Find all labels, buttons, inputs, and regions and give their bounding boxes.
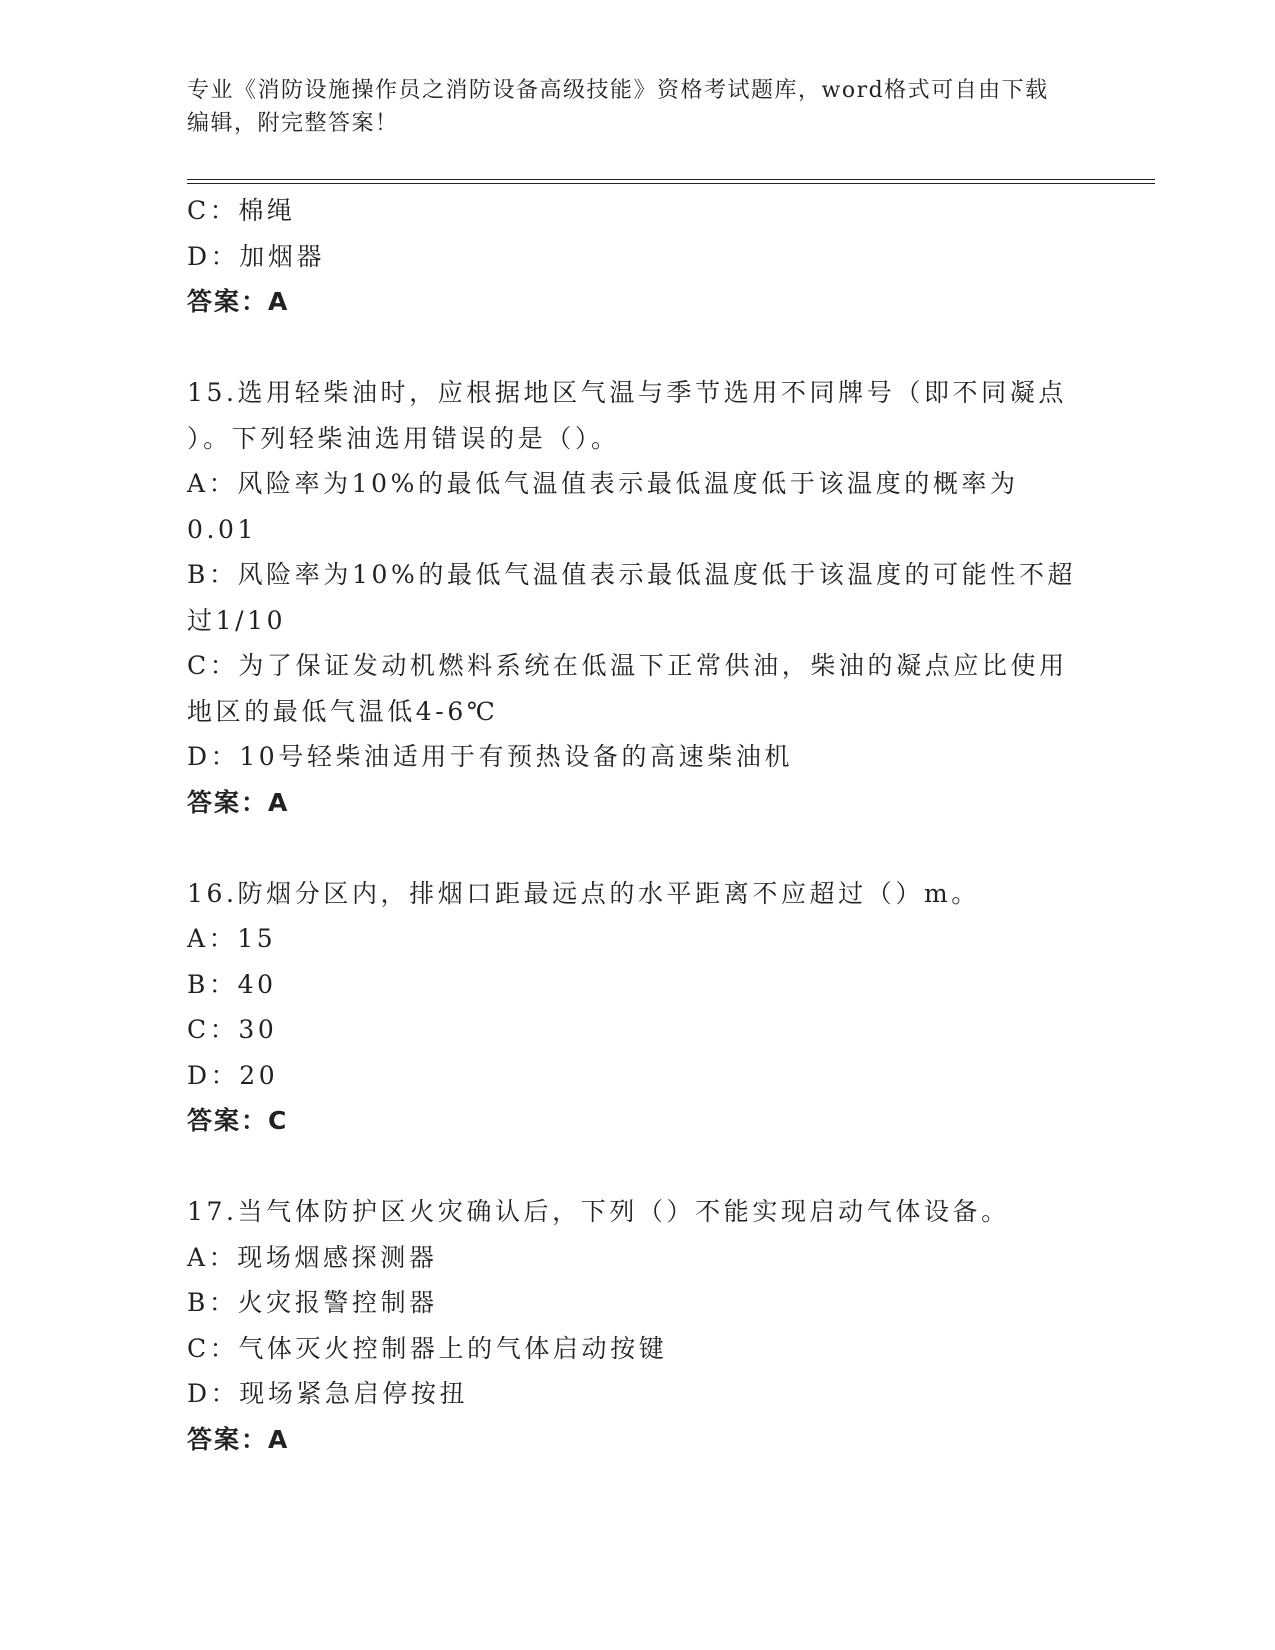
spacer bbox=[187, 325, 1077, 371]
answer: 答案：C bbox=[187, 1106, 289, 1135]
option-c-continued: 地区的最低气温低4-6℃ bbox=[187, 696, 499, 726]
option-d: D：20 bbox=[187, 1060, 279, 1090]
option-b: B：40 bbox=[187, 969, 277, 999]
question-stem: ）。下列轻柴油选用错误的是（）。 bbox=[187, 423, 620, 453]
option-a: A：风险率为10%的最低气温值表示最低温度低于该温度的概率为0.01 bbox=[187, 469, 1019, 544]
option-d: D：加烟器 bbox=[187, 241, 326, 271]
header-rule-bottom bbox=[187, 183, 1155, 184]
answer: 答案：A bbox=[187, 787, 290, 817]
option-b-continued: 过1/10 bbox=[187, 605, 287, 635]
option-c: C：为了保证发动机燃料系统在低温下正常供油，柴油的凝点应比使用 bbox=[187, 651, 1068, 680]
option-c: C：棉绳 bbox=[187, 196, 296, 225]
question-16 bbox=[187, 871, 1077, 1144]
option-b: B：火灾报警控制器 bbox=[187, 1288, 438, 1317]
document-body bbox=[187, 188, 1077, 1462]
header-rule-top bbox=[187, 179, 1155, 180]
question-stem: 17.当气体防护区火灾确认后，下列（）不能实现启动气体设备。 bbox=[187, 1197, 1010, 1226]
option-c: C：气体灭火控制器上的气体启动按键 bbox=[187, 1333, 668, 1363]
question-stem: 16.防烟分区内，排烟口距最远点的水平距离不应超过（）m。 bbox=[187, 878, 980, 908]
option-a: A：15 bbox=[187, 924, 277, 953]
option-a: A：现场烟感探测器 bbox=[187, 1242, 438, 1272]
question-15 bbox=[187, 370, 1077, 825]
answer: 答案：A bbox=[187, 287, 290, 316]
question-stem: 15.选用轻柴油时，应根据地区气温与季节选用不同牌号（即不同凝点 bbox=[187, 378, 1067, 407]
answer: 答案：A bbox=[187, 1424, 290, 1454]
spacer bbox=[187, 825, 1077, 871]
option-c: C：30 bbox=[187, 1015, 278, 1044]
spacer bbox=[187, 1144, 1077, 1190]
question-17 bbox=[187, 1189, 1077, 1462]
option-d: D：10号轻柴油适用于有预热设备的高速柴油机 bbox=[187, 742, 794, 771]
option-b: B：风险率为10%的最低气温值表示最低温度低于该温度的可能性不超 bbox=[187, 560, 1077, 589]
option-d: D：现场紧急启停按扭 bbox=[187, 1379, 469, 1408]
page-header: 专业《消防设施操作员之消防设备高级技能》资格考试题库，word格式可自由下载编辑，附完整答案！ bbox=[187, 78, 1049, 136]
continued-question bbox=[187, 188, 1077, 325]
